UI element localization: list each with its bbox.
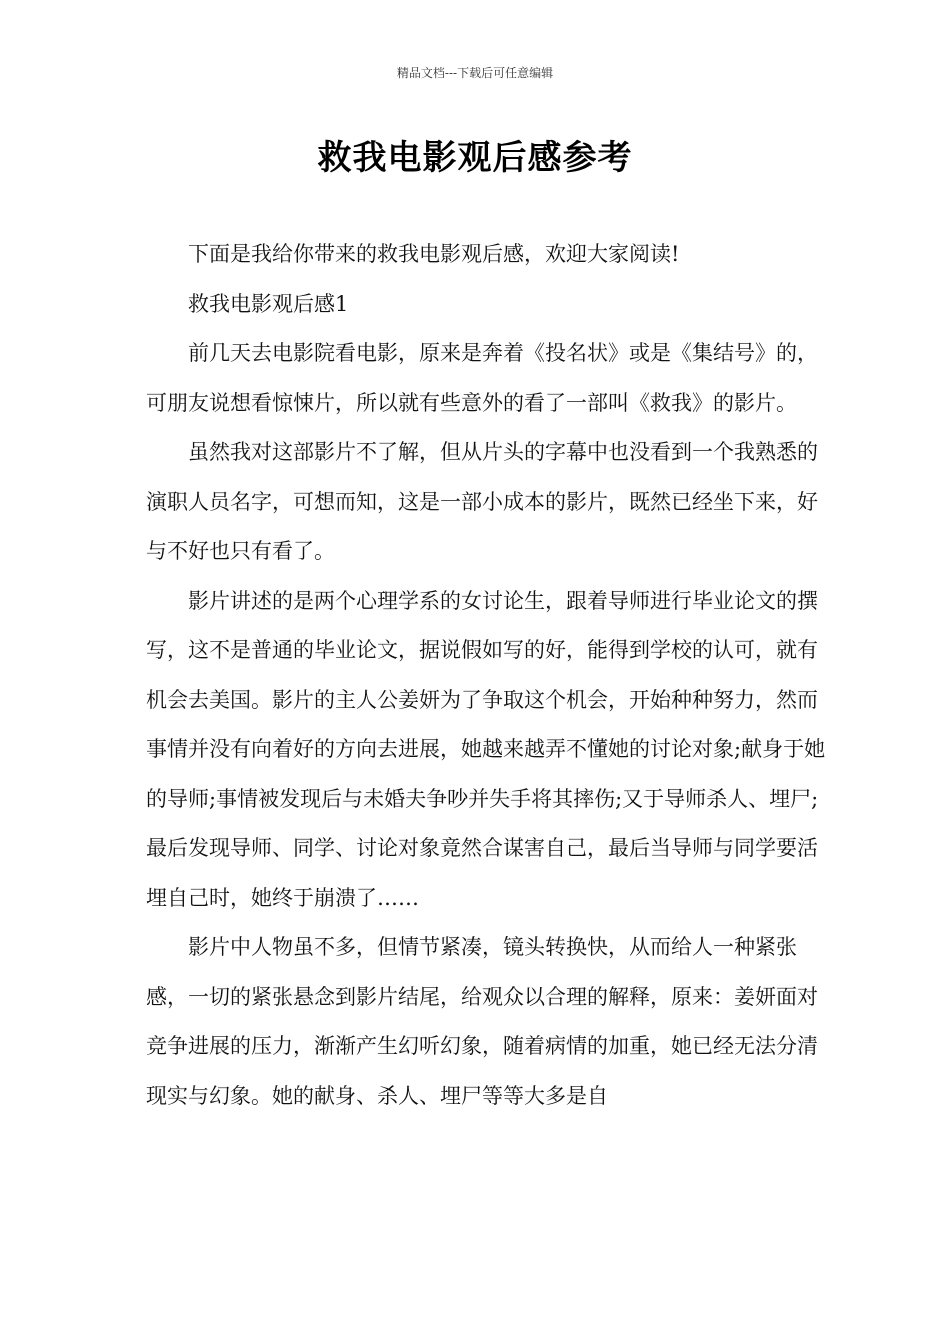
page-title: 救我电影观后感参考 bbox=[317, 138, 633, 178]
document-body bbox=[146, 230, 826, 1121]
paragraph: 前几天去电影院看电影，原来是奔着《投名状》或是《集结号》的，可朋友说想看惊悚片，所以就有些意外的看了一部叫《救我》的影片。 bbox=[146, 341, 818, 415]
paragraph-intro: 下面是我给你带来的救我电影观后感，欢迎大家阅读! bbox=[188, 242, 680, 266]
paragraph: 影片中人物虽不多，但情节紧凑，镜头转换快，从而给人一种紧张感，一切的紧张悬念到影片结尾，给观众以合理的解释，原来：姜妍面对竞争进展的压力，渐渐产生幻听幻象，随着病情的加重，她已经无法分清现实与幻象。她的献身、杀人、埋尸等等大多是自 bbox=[146, 935, 818, 1108]
paragraph: 影片讲述的是两个心理学系的女讨论生，跟着导师进行毕业论文的撰写，这不是普通的毕业论文，据说假如写的好，能得到学校的认可，就有机会去美国。影片的主人公姜妍为了争取这个机会，开始种种努力，然而事情并没有向着好的方向去进展，她越来越弄不懂她的讨论对象;献身于她的导师;事情被发现后与未婚夫争吵并失手将其摔伤;又于导师杀人、埋尸;最后发现导师、同学、讨论对象竟然合谋害自己，最后当导师与同学要活埋自己时，她终于崩溃了…… bbox=[146, 588, 826, 910]
section-heading: 救我电影观后感1 bbox=[188, 291, 349, 316]
header-note: 精品文档---下载后可任意编辑 bbox=[396, 66, 554, 80]
paragraph: 虽然我对这部影片不了解，但从片头的字幕中也没看到一个我熟悉的演职人员名字，可想而知，这是一部小成本的影片，既然已经坐下来，好与不好也只有看了。 bbox=[146, 440, 818, 563]
